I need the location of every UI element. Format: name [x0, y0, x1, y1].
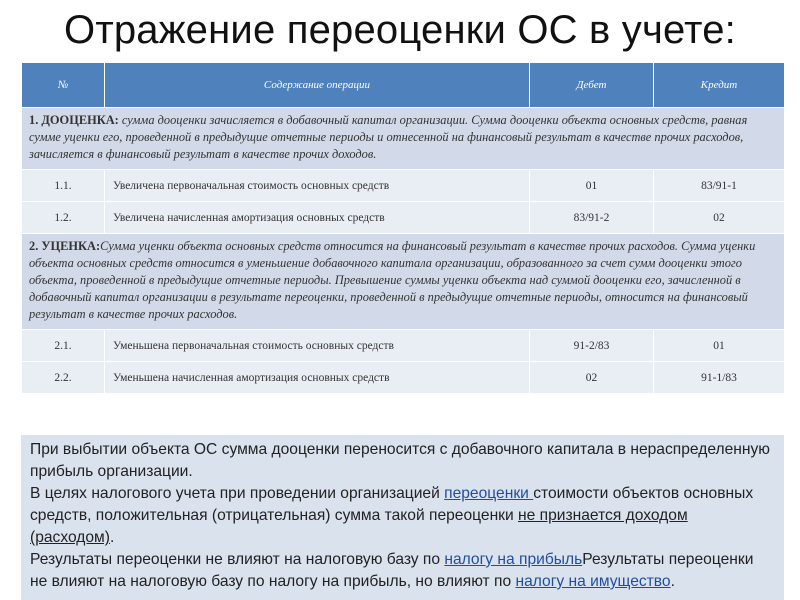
row-desc: Увеличена начисленная амортизация основных средств	[105, 202, 530, 234]
section-revaluation-down	[22, 234, 785, 330]
row-desc: Уменьшена начисленная амортизация основных средств	[105, 362, 530, 394]
note-text: Результаты переоценки не влияют на налоговую базу по	[30, 551, 445, 568]
table-row	[22, 362, 785, 394]
table-row	[22, 330, 785, 362]
page-title: Отражение переоценки ОС в учете:	[64, 8, 736, 52]
section-label: 2. УЦЕНКА:	[29, 239, 101, 253]
note-text: При выбытии объекта ОС сумма дооценки переносится с добавочного капитала в нераспределенную прибыль организации.	[30, 441, 770, 480]
row-credit: 02	[654, 202, 785, 234]
section-text: сумма дооценки зачисляется в добавочный капитал организации. Сумма дооценки объекта основных средств, равная сумме уценки его, проведенной в предыдущие отчетные периоды и отнесенной на финансовый результат в качестве прочих расходов, зачисляется в финансовый результат в качестве прочих доходов.	[29, 113, 748, 161]
table-row	[22, 170, 785, 202]
row-desc: Уменьшена первоначальная стоимость основных средств	[105, 330, 530, 362]
row-debit: 02	[530, 362, 654, 394]
header-credit: Кредит	[654, 63, 785, 108]
row-debit: 83/91-2	[530, 202, 654, 234]
row-debit: 01	[530, 170, 654, 202]
section-text-cell	[22, 108, 785, 170]
revaluation-link[interactable]: переоценки	[444, 485, 534, 502]
header-num: №	[22, 63, 105, 108]
section-text-cell	[22, 234, 785, 330]
note-text: .	[670, 573, 675, 590]
note-box	[21, 435, 784, 600]
row-num: 1.2.	[22, 202, 105, 234]
row-num: 2.2.	[22, 362, 105, 394]
row-desc: Увеличена первоначальная стоимость основных средств	[105, 170, 530, 202]
note-paragraph	[30, 549, 774, 593]
header-content: Содержание операции	[105, 63, 530, 108]
profit-tax-link[interactable]: налогу на прибыль	[444, 551, 583, 568]
row-credit: 01	[654, 330, 785, 362]
note-paragraph	[30, 439, 774, 483]
property-tax-link[interactable]: налогу на имущество	[515, 573, 671, 590]
table-row	[22, 202, 785, 234]
section-label: 1. ДООЦЕНКА:	[29, 113, 119, 127]
note-text: В целях налогового учета при проведении организацией	[30, 485, 445, 502]
row-credit: 91-1/83	[654, 362, 785, 394]
row-debit: 91-2/83	[530, 330, 654, 362]
revaluation-table	[21, 62, 785, 394]
note-paragraph	[30, 483, 774, 549]
note-text: стоимости объектов основных средств, положительная (отрицательная) сумма такой переоценки	[30, 485, 754, 524]
section-revaluation-up	[22, 108, 785, 170]
row-num: 2.1.	[22, 330, 105, 362]
note-text: .	[109, 529, 115, 546]
row-num: 1.1.	[22, 170, 105, 202]
not-recognized-link[interactable]: не признается доходом (расходом)	[30, 507, 688, 546]
header-debit: Дебет	[530, 63, 654, 108]
table-header-row	[22, 63, 785, 108]
section-text: Сумма уценки объекта основных средств относится на финансовый результат в качестве прочих расходов. Сумма уценки объекта основных средств относится в уменьшение добавочного капитала организации, образованного за счет сумм дооценки этого объекта, проведенной в предыдущие отчетные периоды. Превышение суммы уценки объекта над суммой дооценки его, зачисленной в добавочный капитал организации в результате переоценки, проведенной в предыдущие отчетные периоды, относится на финансовый результат в качестве прочих расходов.	[29, 239, 756, 321]
row-credit: 83/91-1	[654, 170, 785, 202]
note-text: Результаты переоценки не влияют на налоговую базу по налогу на прибыль, но влияют по	[30, 551, 754, 590]
